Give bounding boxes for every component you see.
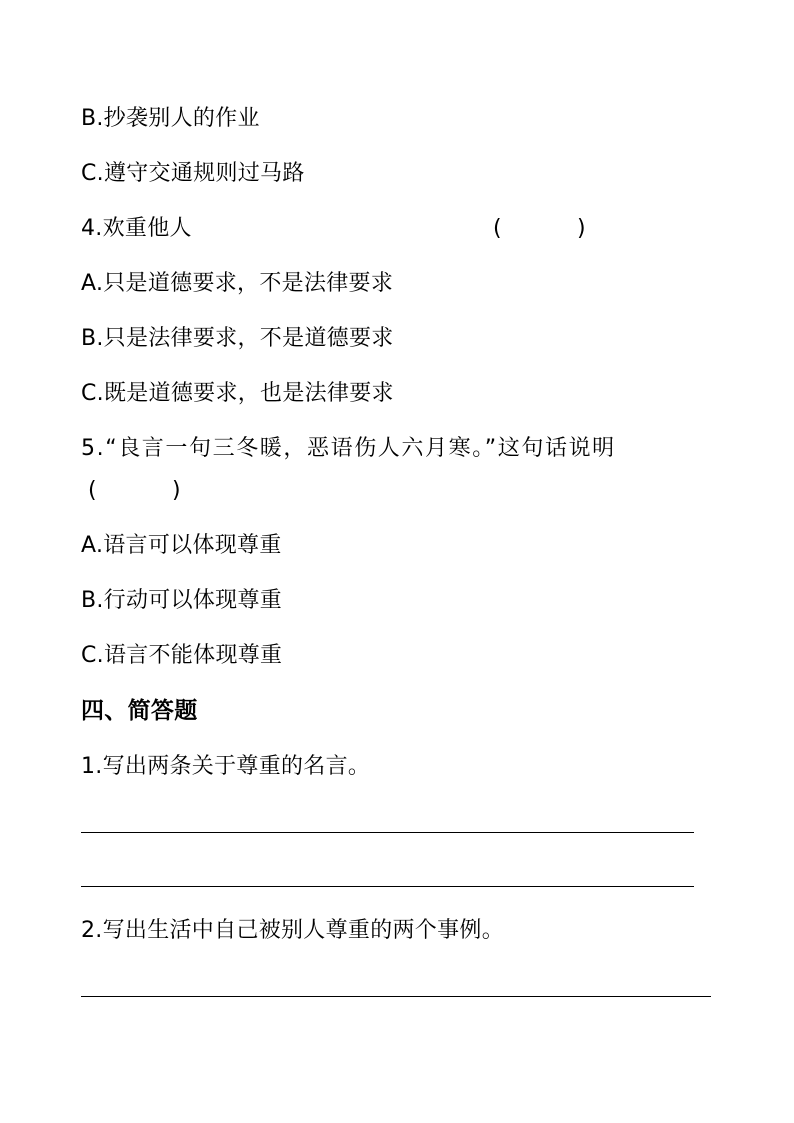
answer-line — [81, 996, 711, 997]
short-answer-q2: 2.写出生活中自己被别人尊重的两个事例。 — [81, 918, 504, 943]
section-heading-short-answer: 四、简答题 — [81, 698, 198, 724]
q3-option-b: B.抄袭别人的作业 — [81, 106, 260, 131]
q5-answer-paren-open: ( — [88, 478, 97, 503]
q3-option-c: C.遵守交通规则过马路 — [81, 161, 305, 186]
q5-stem: 5.“良言一句三冬暖，恶语伤人六月寒。”这句话说明 — [81, 436, 616, 461]
short-answer-q1: 1.写出两条关于尊重的名言。 — [81, 754, 371, 779]
q4-option-b: B.只是法律要求，不是道德要求 — [81, 326, 394, 351]
q4-stem: 4.欢重他人 — [81, 216, 192, 241]
q4-option-c: C.既是道德要求，也是法律要求 — [81, 381, 394, 406]
q4-option-a: A.只是道德要求，不是法律要求 — [81, 271, 394, 296]
q5-option-a: A.语言可以体现尊重 — [81, 533, 282, 558]
answer-line — [81, 832, 694, 833]
q5-option-b: B.行动可以体现尊重 — [81, 588, 283, 613]
q4-answer-paren-open: ( — [493, 216, 502, 241]
q5-option-c: C.语言不能体现尊重 — [81, 643, 283, 668]
q4-answer-paren-close: ) — [577, 216, 586, 241]
answer-line — [81, 886, 694, 887]
q5-answer-paren-close: ) — [172, 478, 181, 503]
